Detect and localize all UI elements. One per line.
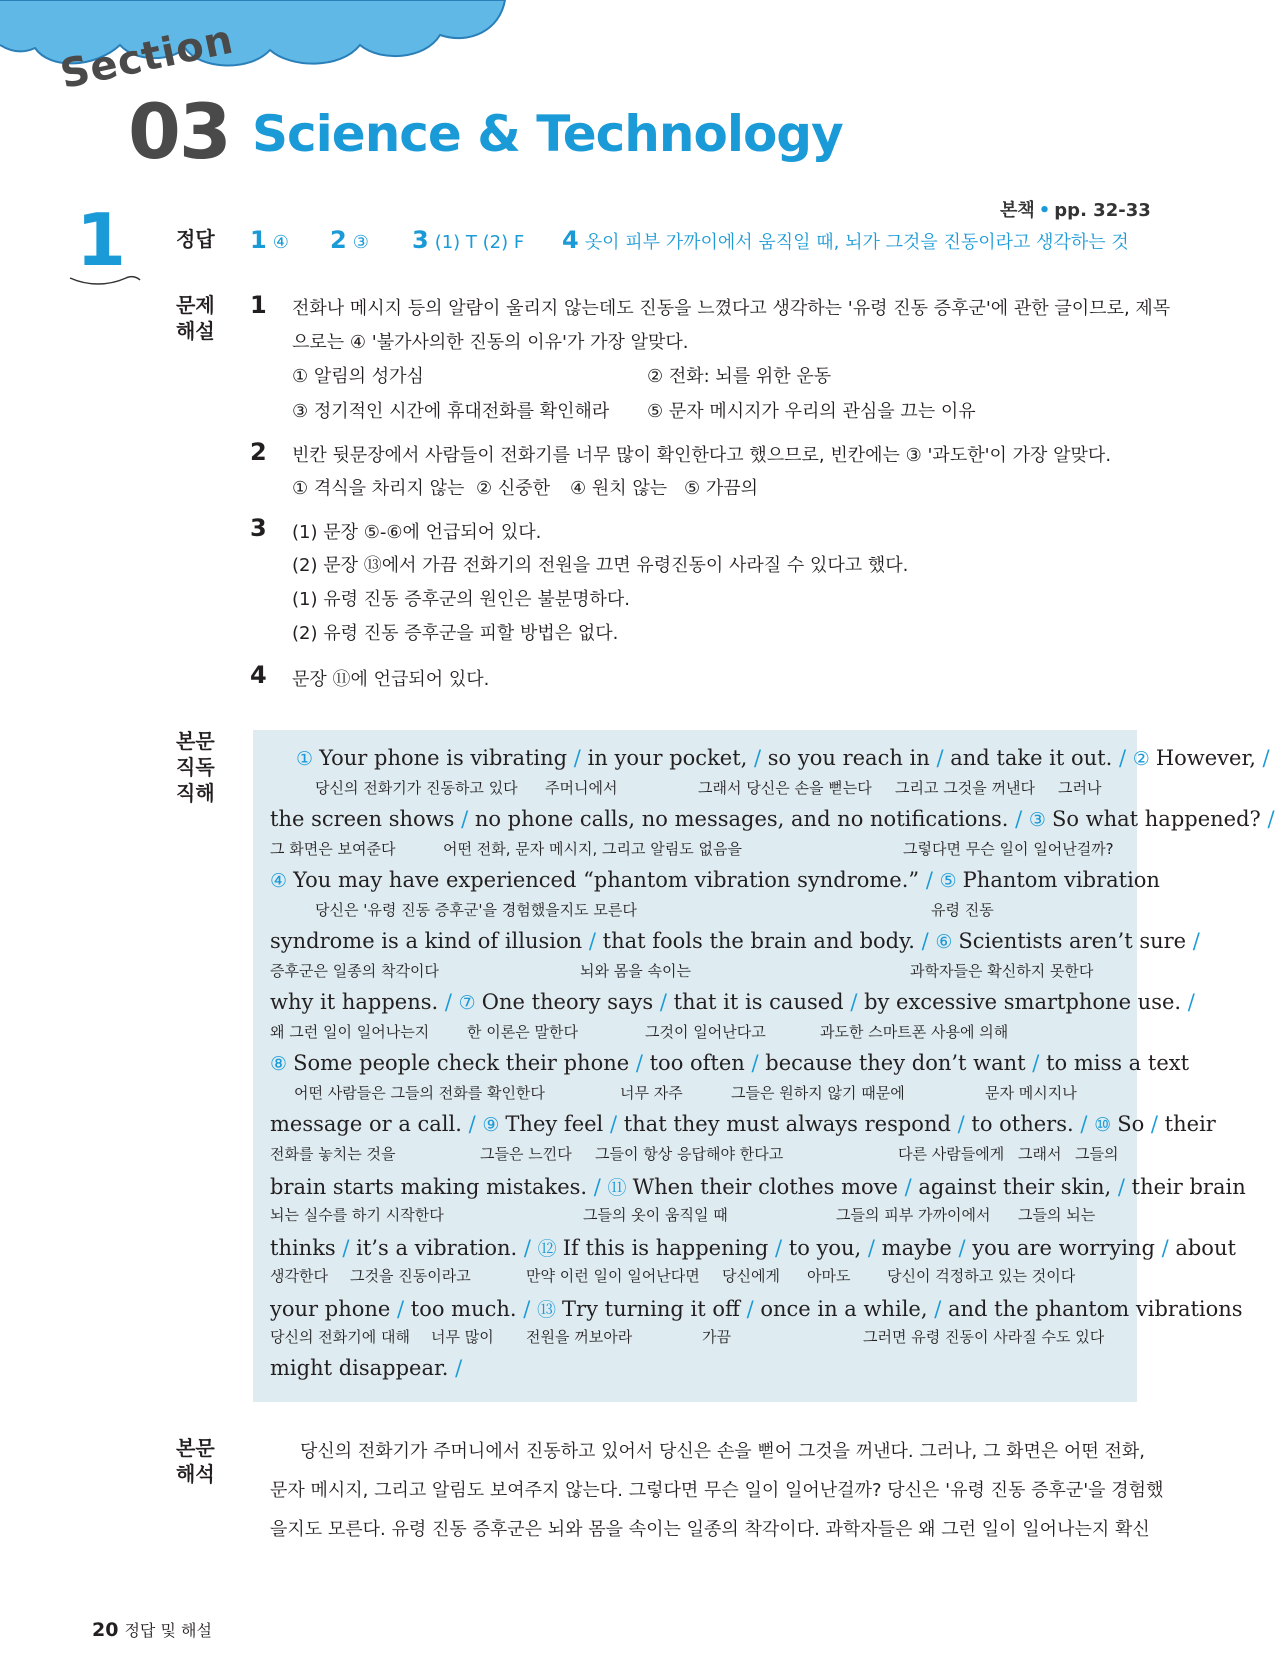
english-chunk: Your phone is vibrating [319,746,574,770]
english-chunk: One theory says [481,990,660,1014]
chunk-slash: / [1150,1112,1165,1136]
sentence-number: ⑤ [939,870,963,892]
chunk-slash: / [867,1236,882,1260]
question-number: 3 [250,514,267,542]
reading-korean-gloss: 증후군은 일종의 착각이다 [270,962,439,980]
reading-english-line [270,1051,1189,1075]
answer-item: 3 (1) T (2) F [412,226,525,254]
english-chunk: to you, [788,1236,868,1260]
sentence-number: ⑬ [537,1299,563,1321]
reading-english-line [270,1356,462,1380]
option-text: ④ 원치 않는 [570,478,668,499]
reading-korean-gloss: 다른 사람들에게 [898,1145,1005,1163]
english-chunk: their [1164,1112,1216,1136]
chunk-slash: / [904,1175,919,1199]
reading-korean-gloss: 주머니에서 [545,779,618,797]
reading-english-line [270,929,1200,953]
question-number: 1 [250,291,267,319]
reading-korean-gloss: 그것을 진동이라고 [350,1267,471,1285]
section-label: Section [56,16,238,99]
english-chunk: brain starts making mistakes. [270,1175,594,1199]
explanation-text: 빈칸 뒷문장에서 사람들이 전화기를 너무 많이 확인한다고 했으므로, 빈칸에는 ③ '과도한'이 가장 알맞다. [292,445,1112,466]
english-chunk: in your pocket, [587,746,755,770]
reading-english-line [296,746,1270,770]
english-chunk: message or a call. [270,1112,469,1136]
reading-korean-gloss: 그래서 당신은 손을 뻗는다 [698,779,872,797]
reading-korean-gloss: 당신의 전화기에 대해 [270,1328,410,1346]
reading-korean-gloss: 그들의 [1075,1145,1119,1163]
chunk-slash: / [1267,807,1275,831]
footer-label: 정답 및 해설 [124,1621,212,1640]
reading-english-line [270,868,1160,892]
chunk-slash: / [444,990,459,1014]
chunk-slash: / [573,746,588,770]
chunk-slash: / [936,746,951,770]
reading-korean-gloss: 한 이론은 말한다 [467,1023,578,1041]
option-text: ⑤ 문자 메시지가 우리의 관심을 끄는 이유 [647,401,976,422]
translation-text: 당신의 전화기가 주머니에서 진동하고 있어서 당신은 손을 뻗어 그것을 꺼낸다. 그러나, 그 화면은 어떤 전화, [300,1441,1145,1462]
english-chunk: against their skin, [918,1175,1118,1199]
problem-number-underline [68,272,148,288]
reading-korean-gloss: 유령 진동 [931,901,994,919]
reading-korean-gloss: 그들의 피부 가까이에서 [836,1206,991,1224]
reading-label: 본문 직독 직해 [176,729,215,805]
section-title: Science & Technology [252,105,843,163]
sentence-number: ③ [1028,809,1052,831]
reading-english-line [270,990,1195,1014]
chunk-slash: / [751,1051,766,1075]
chunk-slash: / [523,1236,538,1260]
english-chunk: So [1117,1112,1151,1136]
reading-korean-gloss: 만약 이런 일이 일어난다면 [526,1267,700,1285]
english-chunk: They feel [505,1112,610,1136]
translation-text: 을지도 모른다. 유령 진동 증후군은 뇌와 몸을 속이는 일종의 착각이다. 과학자들은 왜 그런 일이 일어나는지 확신 [270,1519,1150,1540]
explanation-text: 으로는 ④ '불가사의한 진동의 이유'가 가장 알맞다. [292,332,689,353]
reading-english-line [270,807,1275,831]
page-reference: 본책 • pp. 32-33 [1000,200,1151,221]
chunk-slash: / [342,1236,357,1260]
reading-korean-gloss: 그들은 원하지 않기 때문에 [731,1084,905,1102]
page-ref-pages: pp. 32-33 [1054,200,1151,221]
reading-korean-gloss: 그렇다면 무슨 일이 일어난걸까? [903,840,1114,858]
english-chunk: and take it out. [950,746,1119,770]
english-chunk: might disappear. [270,1356,456,1380]
chunk-slash: / [1187,990,1195,1014]
english-chunk: Phantom vibration [962,868,1160,892]
english-chunk: that it is caused [673,990,851,1014]
reading-english-line [270,1234,1236,1261]
chunk-slash: / [958,1236,973,1260]
english-chunk: why it happens. [270,990,445,1014]
reading-korean-gloss: 그 화면은 보여준다 [270,840,396,858]
english-chunk: it’s a vibration. [356,1236,524,1260]
chunk-slash: / [609,1112,624,1136]
option-text: ② 신중한 [476,478,551,499]
reading-korean-gloss: 생각한다 [270,1267,328,1285]
chunk-slash: / [468,1112,483,1136]
reading-korean-gloss: 왜 그런 일이 일어나는지 [270,1023,430,1041]
english-chunk: your phone [270,1297,397,1321]
question-number: 4 [250,661,267,689]
chunk-slash: / [925,868,940,892]
section-number: 03 [128,87,230,176]
english-chunk: syndrome is a kind of illusion [270,929,589,953]
chunk-slash: / [461,807,475,831]
sentence-number: ⑥ [935,931,959,953]
english-chunk: You may have experienced “phantom vibration syndrome.” [293,868,926,892]
english-chunk: you are worrying [972,1236,1162,1260]
english-chunk: Scientists aren’t sure [958,929,1193,953]
option-text: ① 알림의 성가심 [292,366,424,387]
chunk-slash: / [659,990,674,1014]
reading-english-line [270,1112,1216,1136]
reading-korean-gloss: 그들의 뇌는 [1018,1206,1096,1224]
sentence-number: ④ [270,870,294,892]
english-chunk: Some people check their phone [293,1051,636,1075]
chunk-slash: / [921,929,936,953]
explanation-text: (2) 유령 진동 증후군을 피할 방법은 없다. [292,623,619,644]
reading-korean-gloss: 당신의 전화기가 진동하고 있다 [315,779,518,797]
translation-text: 문자 메시지, 그리고 알림도 보여주지 않는다. 그렇다면 무슨 일이 일어난걸까? 당신은 '유령 진동 증후군'을 경험했 [270,1480,1164,1501]
reading-korean-gloss: 너무 자주 [620,1084,683,1102]
sentence-number: ⑩ [1094,1114,1118,1136]
answer-item: 2 ③ [330,226,369,254]
sentence-number: ⑫ [537,1238,563,1260]
reading-english-line [270,1295,1243,1322]
answer-label: 정답 [176,227,215,251]
chunk-slash: / [1117,1175,1132,1199]
english-chunk: thinks [270,1236,343,1260]
english-chunk: too often [649,1051,752,1075]
english-chunk: their brain [1131,1175,1246,1199]
sentence-number: ⑨ [482,1114,506,1136]
english-chunk: Try turning it off [562,1297,747,1321]
explanation-label: 문제 해설 [176,293,215,343]
reading-korean-gloss: 그러나 [1058,779,1102,797]
chunk-slash: / [754,746,768,770]
reading-korean-gloss: 그것이 일어난다고 [645,1023,766,1041]
reading-korean-gloss: 과도한 스마트폰 사용에 의해 [820,1023,1009,1041]
english-chunk: the screen shows [270,807,462,831]
english-chunk: to miss a text [1046,1051,1190,1075]
answer-item: 1 ④ [250,226,289,254]
chunk-slash: / [1192,929,1200,953]
english-chunk: about [1175,1236,1236,1260]
option-text: ① 격식을 차리지 않는 [292,478,465,499]
option-text: ② 전화: 뇌를 위한 운동 [647,366,832,387]
chunk-slash: / [775,1236,789,1260]
reading-korean-gloss: 당신이 걱정하고 있는 것이다 [887,1267,1076,1285]
reading-korean-gloss: 어떤 전화, 문자 메시지, 그리고 알림도 없음을 [443,840,742,858]
reading-korean-gloss: 가끔 [702,1328,731,1346]
chunk-slash: / [1015,807,1029,831]
reading-korean-gloss: 너무 많이 [431,1328,494,1346]
explanation-text: (2) 문장 ⑬에서 가끔 전화기의 전원을 끄면 유령진동이 사라질 수 있다고 했다. [292,555,909,576]
reading-korean-gloss: 그래서 [1018,1145,1062,1163]
chunk-slash: / [1161,1236,1176,1260]
reading-korean-gloss: 뇌는 실수를 하기 시작한다 [270,1206,444,1224]
page-ref-label: 본책 [1000,200,1035,221]
reading-korean-gloss: 과학자들은 확신하지 못한다 [910,962,1094,980]
reading-korean-gloss: 그들의 옷이 움직일 때 [583,1206,728,1224]
english-chunk: too much. [410,1297,524,1321]
chunk-slash: / [593,1175,608,1199]
reading-korean-gloss: 그러면 유령 진동이 사라질 수도 있다 [863,1328,1105,1346]
translation-label: 본문 해석 [176,1436,215,1486]
sentence-number: ② [1132,748,1156,770]
reading-korean-gloss: 문자 메시지나 [985,1084,1077,1102]
chunk-slash: / [850,990,865,1014]
english-chunk: maybe [881,1236,959,1260]
chunk-slash: / [957,1112,972,1136]
reading-korean-gloss: 전화를 놓치는 것을 [270,1145,396,1163]
option-text: ③ 정기적인 시간에 휴대전화를 확인해라 [292,401,610,422]
english-chunk: because they don’t want [765,1051,1033,1075]
reading-english-line [270,1173,1246,1200]
sentence-number: ① [296,748,320,770]
reading-korean-gloss: 당신은 '유령 진동 증후군'을 경험했을지도 모른다 [315,901,637,919]
chunk-slash: / [523,1297,537,1321]
chunk-slash: / [588,929,603,953]
question-number: 2 [250,438,267,466]
sentence-number: ⑦ [458,992,482,1014]
answer-item: 4 옷이 피부 가까이에서 움직일 때, 뇌가 그것을 진동이라고 생각하는 것 [562,226,1129,254]
english-chunk: to others. [971,1112,1081,1136]
option-text: ⑤ 가끔의 [684,478,759,499]
chunk-slash: / [1262,746,1270,770]
chunk-slash: / [1080,1112,1095,1136]
explanation-text: (1) 유령 진동 증후군의 원인은 불분명하다. [292,589,631,610]
reading-korean-gloss: 아마도 [807,1267,851,1285]
page-footer [92,1618,212,1641]
english-chunk: So what happened? [1051,807,1268,831]
chunk-slash: / [934,1297,948,1321]
reading-korean-gloss: 전원을 꺼보아라 [526,1328,633,1346]
english-chunk: no phone calls, no messages, and no notifications. [474,807,1016,831]
sentence-number: ⑪ [607,1177,633,1199]
chunk-slash: / [635,1051,650,1075]
english-chunk: However, [1155,746,1263,770]
chunk-slash: / [1118,746,1133,770]
english-chunk: that they must always respond [623,1112,958,1136]
chunk-slash: / [1032,1051,1047,1075]
english-chunk: so you reach in [767,746,937,770]
reading-korean-gloss: 그들이 항상 응답해야 한다고 [595,1145,784,1163]
reading-korean-gloss: 뇌와 몸을 속이는 [580,962,691,980]
english-chunk: and the phantom vibrations [947,1297,1243,1321]
explanation-text: (1) 문장 ⑤-⑥에 언급되어 있다. [292,522,542,543]
chunk-slash: / [455,1356,463,1380]
english-chunk: once in a while, [760,1297,935,1321]
reading-korean-gloss: 그리고 그것을 꺼낸다 [895,779,1035,797]
reading-korean-gloss: 그들은 느낀다 [480,1145,572,1163]
english-chunk: by excessive smartphone use. [864,990,1188,1014]
page-number: 20 [92,1619,119,1641]
english-chunk: that fools the brain and body. [602,929,922,953]
sentence-number: ⑧ [270,1053,294,1075]
english-chunk: When their clothes move [632,1175,905,1199]
chunk-slash: / [396,1297,411,1321]
explanation-text: 문장 ⑪에 언급되어 있다. [292,669,490,690]
explanation-text: 전화나 메시지 등의 알람이 울리지 않는데도 진동을 느꼈다고 생각하는 '유령 진동 증후군'에 관한 글이므로, 제목 [292,298,1171,319]
reading-korean-gloss: 어떤 사람들은 그들의 전화를 확인한다 [294,1084,545,1102]
chunk-slash: / [746,1297,761,1321]
problem-number: 1 [76,198,127,282]
reading-korean-gloss: 당신에게 [722,1267,780,1285]
english-chunk: If this is happening [562,1236,775,1260]
